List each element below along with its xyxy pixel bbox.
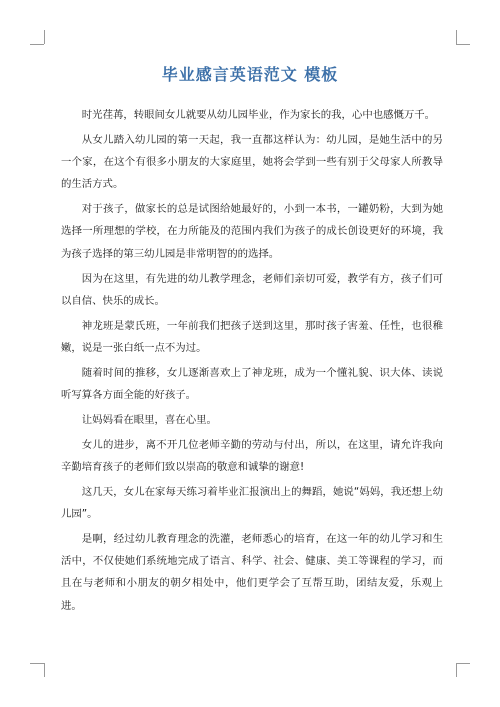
paragraph: 时光荏苒，转眼间女儿就要从幼儿园毕业，作为家长的我，心中也感慨万千。 [81, 109, 436, 121]
paragraph: 女儿的进步，离不开几位老师辛勤的劳动与付出，所以，在这里，请允许我向辛勤培育孩子的老师们致以崇高的敬意和诚挚的谢意! [61, 438, 443, 473]
document-body [61, 104, 443, 620]
paragraph: 因为在这里，有先进的幼儿教学理念，老师们亲切可爱，教学有方，孩子们可以自信、快乐的成长。 [61, 272, 443, 307]
paragraph: 是啊，经过幼儿教育理念的洗灌，老师悉心的培育，在这一年的幼儿学习和生活中，不仅使她们系统地完成了语言、科学、社会、健康、美工等课程的学习，而且在与老师和小朋友的朝夕相处中，他们更学会了互帮互助，团结友爱，乐观上进。 [61, 532, 443, 612]
paragraph: 这几天，女儿在家每天练习着毕业汇报演出上的舞蹈，她说“妈妈，我还想上幼儿园”。 [61, 485, 443, 521]
paragraph: 随着时间的推移，女儿逐渐喜欢上了神龙班，成为一个懂礼貌、识大体、读说听写算各方面全能的好孩子。 [61, 366, 443, 402]
paragraph: 让妈妈看在眼里，喜在心里。 [81, 413, 217, 426]
paragraph: 神龙班是蒙氏班，一年前我们把孩子送到这里，那时孩子害羞、任性，也很稚嫩，说是一张白纸一点不为过。 [61, 319, 443, 354]
paragraph: 对于孩子，做家长的总是试图给她最好的，小到一本书，一罐奶粉，大到为她选择一所理想的学校，在力所能及的范围内我们为孩子的成长创设更好的环境，我为孩子选择的第三幼儿园是非常明智的的选择。 [61, 203, 443, 260]
paragraph: 从女儿踏入幼儿园的第一天起，我一直都这样认为：幼儿园，是她生活中的另一个家，在这个有很多小朋友的大家庭里，她将会学到一些有别于父母家人所教导的生活方式。 [61, 133, 443, 191]
document-title: 毕业感言英语范文 模板 [161, 65, 339, 84]
